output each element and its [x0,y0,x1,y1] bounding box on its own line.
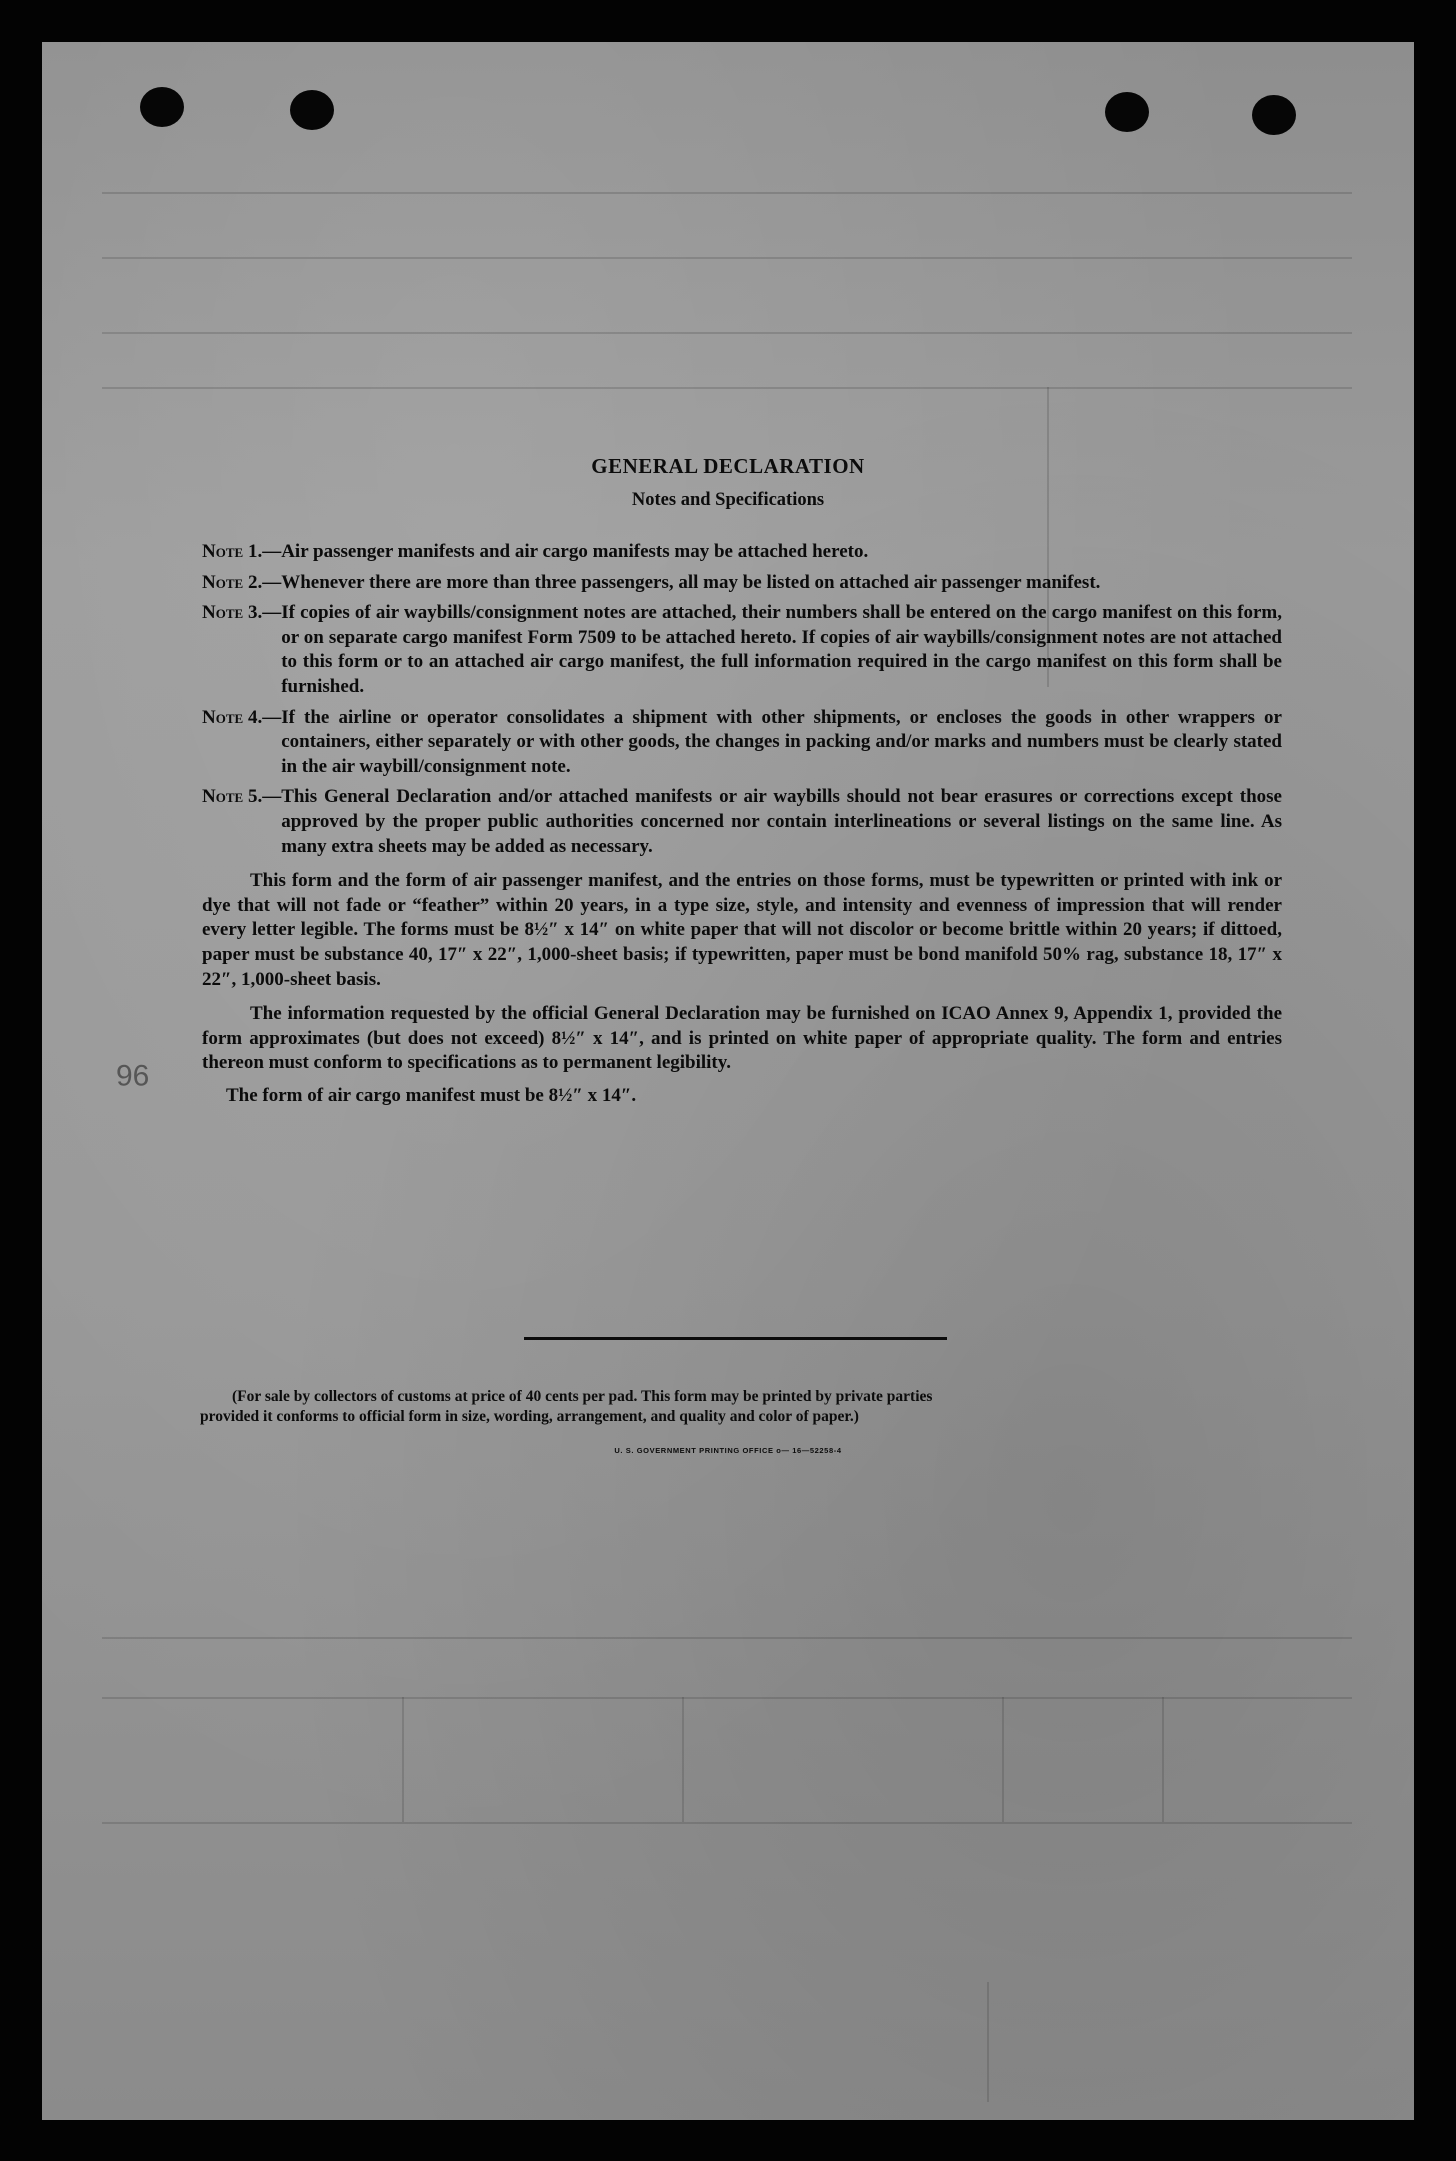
sale-notice-line: provided it conforms to official form in size, wording, arrangement, and quality and color of paper.) [200,1408,859,1425]
note-text: Whenever there are more than three passengers, all may be listed on attached air passenger manifest. [281,571,1101,593]
note-label: Note [202,786,244,808]
note-1 [202,540,1282,565]
note-text: If copies of air waybills/consignment notes are attached, their numbers shall be entered on the cargo manifest on this form, or on separate cargo manifest Form 7509 to be attached hereto. If copies of air waybills/consignment notes are not attached to this form or to an attached air cargo manifest, the full information required in the cargo manifest on this form shall be furnished. [281,602,1282,697]
note-3 [202,601,1282,699]
note-number: 4. [247,706,263,728]
document-content [42,42,1414,2120]
note-label: Note [202,602,244,624]
note-number: 3. [247,602,263,624]
note-4 [202,706,1282,780]
paragraph-form-specs: This form and the form of air passenger manifest, and the entries on those forms, must be typewritten or printed with ink or dye that will not fade or “feather” within 20 years, in a type size, style, and intensity and evenness of impression that will render every letter legible. The forms must be 8½″ x 14″ on white paper that will not discolor or become brittle within 20 years; if dittoed, paper must be substance 40, 17″ x 22″, 1,000-sheet basis; if typewritten, paper must be bond manifold 50% rag, substance 18, 17″ x 22″, 1,000-sheet basis. [202,870,1282,990]
note-number: 1. [247,541,263,562]
note-dash: — [262,571,282,593]
note-label: Note [202,541,244,562]
note-dash: — [262,541,282,562]
note-label: Note [202,706,244,728]
note-number: 2. [247,571,263,593]
page-subtitle: Notes and Specifications [631,490,825,510]
paragraph-cargo-size: The form of air cargo manifest must be 8½″ x 14″. [226,1084,637,1106]
paragraph-icao: The information requested by the official General Declaration may be furnished on ICAO Annex 9, Appendix 1, provided the form approximates (but does not exceed) 8½″ x 14″, and is printed on white paper of appropriate quality. The form and entries thereon must conform to specifications as to permanent legibility. [202,1003,1282,1074]
note-2 [202,571,1282,596]
printing-office-imprint: U. S. GOVERNMENT PRINTING OFFICE o— 16—52258-4 [614,1446,842,1455]
note-text: If the airline or operator consolidates a shipment with other shipments, or encloses the goods in other wrappers or containers, either separately or with other goods, the changes in packing and/or marks and numbers must be clearly stated in the air waybill/consignment note. [281,706,1282,777]
note-number: 5. [247,786,263,808]
page-title: GENERAL DECLARATION [591,454,865,478]
note-text: This General Declaration and/or attached manifests or air waybills should not bear erasures or corrections except those approved by the proper public authorities concerned nor contain interlineations or several listings on the same line. As many extra sheets may be added as necessary. [281,786,1282,857]
margin-mark: 96 [116,1058,150,1091]
note-dash: — [262,786,282,808]
note-5 [202,785,1282,859]
note-text: Air passenger manifests and air cargo manifests may be attached hereto. [281,541,869,562]
note-dash: — [262,602,282,624]
sale-notice [200,1387,1290,1427]
note-label: Note [202,571,244,593]
note-dash: — [262,706,282,728]
document-sheet [42,42,1414,2120]
notes-body [202,540,1282,1108]
sale-notice-line: (For sale by collectors of customs at price of 40 cents per pad. This form may be printed by private parties [232,1388,933,1405]
divider-rule [524,1337,947,1340]
